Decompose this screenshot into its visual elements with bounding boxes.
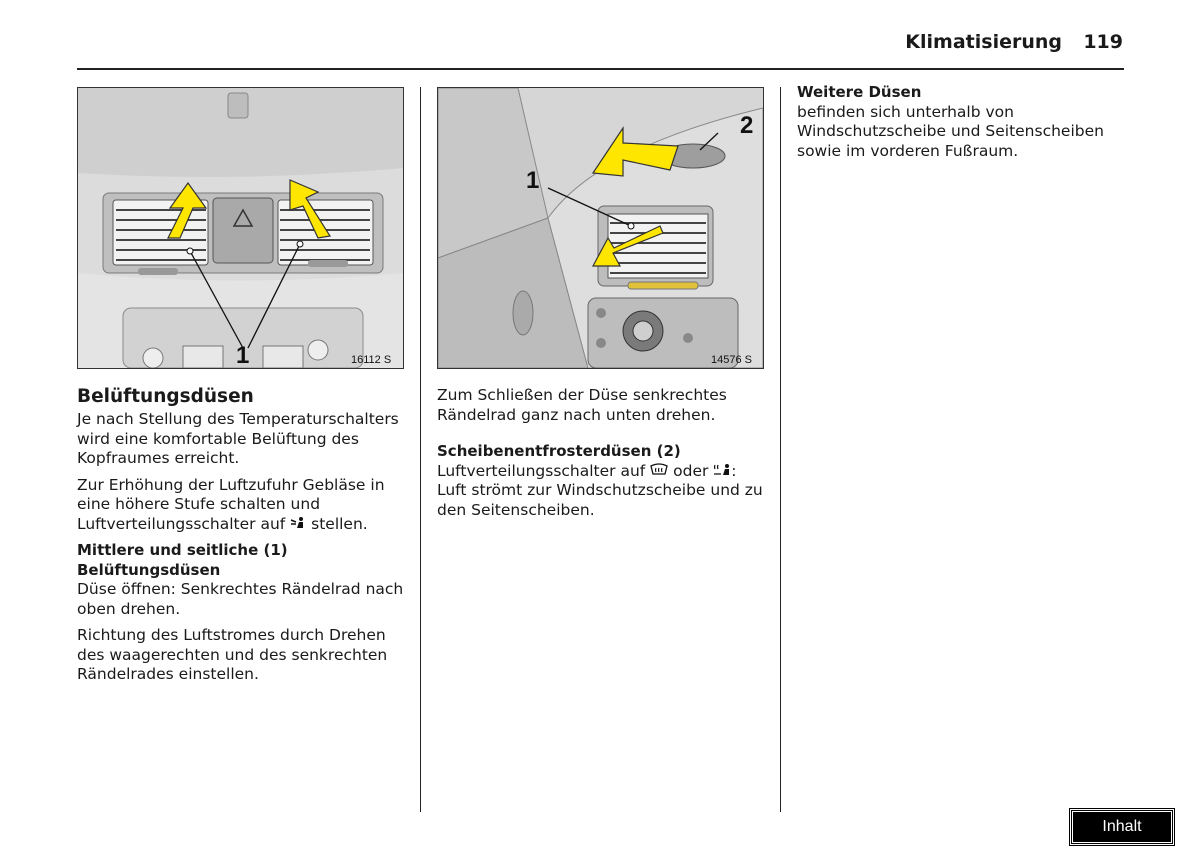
sub-heading: Scheibenentfrosterdüsen (2): [437, 442, 681, 460]
callout-1: 1: [526, 167, 540, 194]
paragraph-text: Zur Erhöhung der Luftzufuhr Gebläse in eine höhere Stufe schalten und Luftverteilungsschalter auf: [77, 475, 385, 533]
sub-heading: Belüftungsdüsen: [77, 560, 221, 579]
paragraph-text: Luftverteilungsschalter auf: [437, 461, 646, 480]
column-divider-2: [780, 87, 781, 812]
paragraph-text: Luft strömt zur Windschutzscheibe und zu den Seitenscheiben.: [437, 481, 763, 519]
paragraph: Richtung des Luftstromes durch Drehen des waagerechten und des senkrechten Rändelrades einstellen.: [77, 626, 388, 683]
callout-1: 1: [236, 342, 250, 368]
chapter-title: Klimatisierung: [905, 31, 1062, 53]
figure-central-vents: [77, 87, 404, 369]
paragraph: Düse öffnen: Senkrechtes Rändelrad nach oben drehen.: [77, 580, 404, 618]
column-middle: [437, 386, 767, 527]
section-heading: Belüftungsdüsen: [77, 386, 254, 407]
paragraph: Zum Schließen der Düse senkrechtes Rändelrad ganz nach unten drehen.: [437, 386, 727, 424]
person-airflow-icon: [290, 516, 306, 532]
figure-code: 14576 S: [711, 354, 752, 366]
paragraph: befinden sich unterhalb von Windschutzscheibe und Seitenscheiben sowie im vorderen Fußraum.: [797, 102, 1104, 160]
paragraph: [77, 476, 407, 535]
inhalt-button[interactable]: Inhalt: [1070, 809, 1174, 845]
header-rule: [77, 68, 1124, 70]
sub-heading: Weitere Düsen: [797, 83, 922, 101]
defrost-footwell-icon: [713, 463, 731, 479]
callout-2: 2: [740, 112, 754, 139]
column-divider-1: [420, 87, 421, 812]
paragraph-text: oder: [673, 461, 709, 480]
paragraph-text: stellen.: [311, 514, 368, 533]
figure-side-vent: [437, 87, 764, 369]
paragraph: Luftverteilungsschalter auf oder : Luft strömt zur Windschutzscheibe und zu den Seitenscheiben.: [437, 461, 763, 519]
sub-heading: Mittlere und seitliche (1): [77, 541, 288, 559]
paragraph: Je nach Stellung des Temperaturschalters wird eine komfortable Belüftung des Kopfraumes erreicht.: [77, 410, 399, 467]
windshield-defrost-icon: [650, 463, 668, 479]
page-number: 119: [1083, 31, 1123, 53]
column-left: [77, 386, 407, 692]
column-right: [797, 83, 1122, 168]
figure-code: 16112 S: [351, 354, 392, 366]
